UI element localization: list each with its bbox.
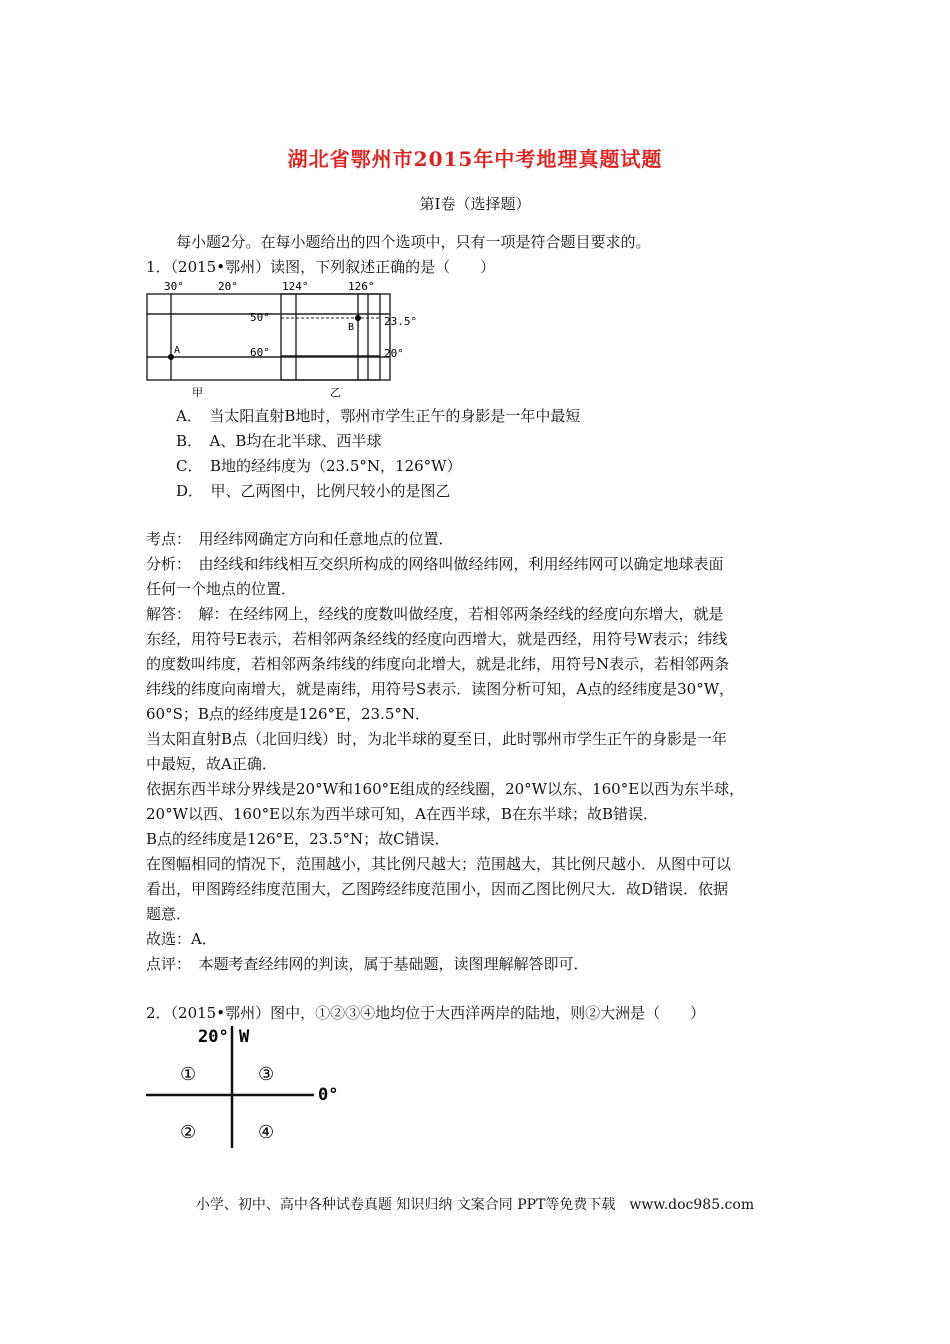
- analysis-line: 20°W以西、160°E以东为西半球可知，A在西半球，B在东半球；故B错误．: [146, 805, 658, 823]
- analysis-line: 东经，用符号E表示，若相邻两条经线的经度向西增大，就是西经，用符号W表示；纬线: [146, 630, 728, 648]
- yi-top-label-1: 124°: [282, 280, 309, 293]
- region-4-label: ④: [258, 1122, 275, 1143]
- analysis-line: 点评： 本题考查经纬网的判读，属于基础题，读图理解解答即可．: [146, 955, 589, 973]
- yi-grid: [281, 294, 380, 380]
- q1-analysis: [146, 527, 744, 977]
- analysis-line: 纬线的纬度向南增大，就是南纬，用符号S表示．读图分析可知，A点的经纬度是30°W，: [146, 680, 735, 698]
- analysis-line: 依据东西半球分界线是20°W和160°E组成的经线圈，20°W以东、160°E以西为东半球，: [146, 780, 745, 798]
- jia-top-label-2: 20°: [218, 280, 238, 293]
- analysis-line: 60°S；B点的经纬度是126°E，23.5°N．: [146, 705, 430, 723]
- analysis-line: 故选：A．: [146, 930, 217, 948]
- region-1-label: ①: [180, 1064, 197, 1085]
- q1-stem: 1．（2015•鄂州）读图，下列叙述正确的是（ ）: [146, 258, 496, 276]
- section-heading: 第Ⅰ卷（选择题）: [419, 195, 531, 213]
- jia-right-label-1: 50°: [250, 311, 270, 324]
- yi-top-label-2: 126°: [348, 280, 375, 293]
- jia-caption: 甲: [192, 386, 203, 399]
- meridian-label: 20° W: [198, 1027, 250, 1047]
- point-a-label: A: [174, 345, 181, 356]
- analysis-line: 解答： 解：在经纬网上，经线的度数叫做经度，若相邻两条经线的经度向东增大，就是: [146, 605, 724, 623]
- yi-right-label-1: 23.5°: [384, 315, 418, 328]
- yi-caption: 乙: [330, 386, 341, 399]
- q1-option-d: D． 甲、乙两图中，比例尺较小的是图乙: [176, 482, 451, 500]
- analysis-line: 当太阳直射B点（北回归线）时，为北半球的夏至日，此时鄂州市学生正午的身影是一年: [146, 730, 728, 748]
- yi-right-label-2: 20°: [384, 347, 404, 360]
- region-3-label: ③: [258, 1064, 275, 1085]
- analysis-line: 题意．: [146, 905, 192, 923]
- jia-top-label-1: 30°: [164, 280, 184, 293]
- q1-option-b: B． A、B均在北半球、西半球: [176, 432, 382, 450]
- analysis-line: B点的经纬度是126°E，23.5°N；故C错误．: [146, 830, 450, 848]
- analysis-line: 的度数叫纬度，若相邻两条纬线的纬度向北增大，就是北纬，用符号N表示，若相邻两条: [146, 655, 730, 673]
- analysis-line: 中最短，故A正确．: [146, 755, 277, 773]
- analysis-line: 任何一个地点的位置．: [146, 580, 297, 598]
- q1-option-c: C． B地的经纬度为（23.5°N，126°W）: [176, 457, 462, 475]
- point-b-marker: [355, 315, 361, 321]
- q1-option-a: A． 当太阳直射B地时，鄂州市学生正午的身影是一年中最短: [176, 407, 581, 425]
- q1-figure: [142, 278, 422, 402]
- q2-stem: 2．（2015•鄂州）图中，①②③④地均位于大西洋两岸的陆地，则②大洲是（ ）: [146, 1004, 706, 1022]
- equator-label: 0°: [318, 1085, 339, 1105]
- jia-right-label-2: 60°: [250, 346, 270, 359]
- analysis-line: 在图幅相同的情况下，范围越小，其比例尺越大；范围越大，其比例尺越小．从图中可以: [146, 855, 732, 873]
- analysis-line: 考点： 用经纬网确定方向和任意地点的位置．: [146, 530, 454, 548]
- instruction: 每小题2分。在每小题给出的四个选项中，只有一项是符合题目要求的。: [176, 233, 651, 251]
- analysis-line: 分析： 由经线和纬线相互交织所构成的网络叫做经纬网，利用经纬网可以确定地球表面: [146, 555, 724, 573]
- q2-figure: [144, 1022, 364, 1152]
- jia-grid: [147, 294, 390, 380]
- point-b-label: B: [348, 322, 355, 333]
- region-2-label: ②: [180, 1122, 197, 1143]
- page-title: 湖北省鄂州市2015年中考地理真题试题: [287, 147, 663, 171]
- analysis-line: 看出，甲图跨经纬度范围大，乙图跨经纬度范围小，因而乙图比例尺大．故D错误．依据: [146, 880, 729, 898]
- footer: 小学、初中、高中各种试卷真题 知识归纳 文案合同 PPT等免费下载 www.doc985.com: [195, 1197, 755, 1213]
